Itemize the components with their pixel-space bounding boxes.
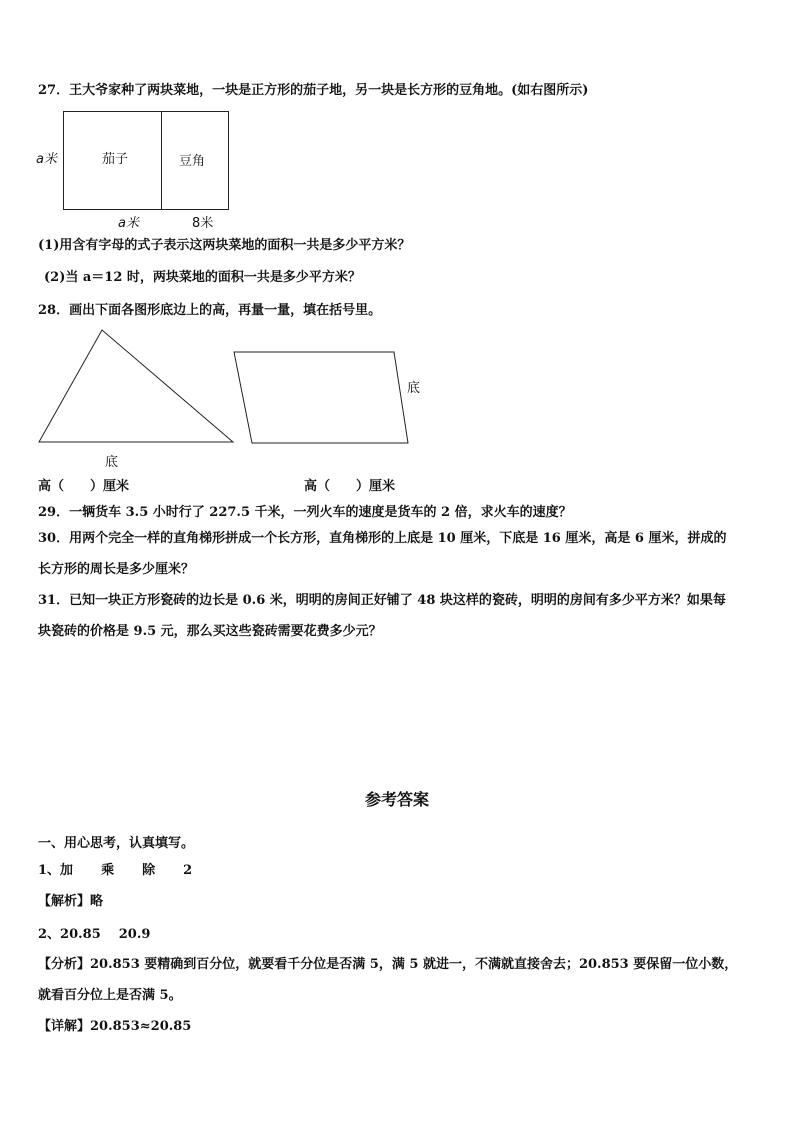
- answers-title: 参考答案: [364, 790, 429, 809]
- bean-label: 豆角: [179, 154, 206, 169]
- side-label: a米: [36, 152, 57, 167]
- answer-1-item: 乘: [101, 863, 115, 878]
- garden-diagram: [36, 108, 246, 233]
- triangle: [39, 330, 233, 442]
- answer-1-item: 2: [183, 863, 193, 878]
- shapes-diagram: [30, 325, 430, 470]
- parallelogram: [234, 352, 408, 443]
- answer-1-analysis: 【解析】略: [38, 894, 104, 909]
- q31-line2: 块瓷砖的价格是 9.5 元，那么买这些瓷砖需要花费多少元？: [38, 624, 382, 639]
- q27-sub2: (2)当 a＝12 时，两块菜地的面积一共是多少平方米？: [44, 270, 361, 285]
- answer-2: [38, 926, 150, 944]
- answer-1: [38, 862, 192, 880]
- q29-text: 29．一辆货车 3.5 小时行了 227.5 千米，一列火车的速度是货车的 2 倍，求火车的速度？: [38, 505, 572, 520]
- q27-figure: [36, 108, 246, 233]
- q30-line1: 30．用两个完全一样的直角梯形拼成一个长方形，直角梯形的上底是 10 厘米，下底是 16 厘米，高是 6 厘米，拼成的: [38, 531, 727, 546]
- q28-text: 28．画出下面各图形底边上的高，再量一量，填在括号里。: [38, 303, 382, 318]
- answer-2-analysis-line1: 【分析】20.853 要精确到百分位，就要看千分位是否满 5，满 5 就进一，不满就直接舍去；20.853 要保留一位小数，: [38, 957, 738, 972]
- triangle-base-label: 底: [105, 455, 119, 470]
- eggplant-label: 茄子: [102, 152, 129, 167]
- parallelogram-base-label: 底: [407, 381, 421, 396]
- section-heading: 一、用心思考，认真填写。: [38, 836, 195, 851]
- q27-sub1: (1)用含有字母的式子表示这两块菜地的面积一共是多少平方米？: [38, 238, 411, 253]
- bottom-right-label: 8米: [192, 216, 214, 231]
- answer-1-num: 1、: [38, 863, 61, 878]
- q28-figures: [30, 325, 430, 470]
- answer-2-analysis-line2: 就看百分位上是否满 5。: [38, 988, 182, 1003]
- answer-1-item: 加: [60, 863, 74, 878]
- q30-line2: 长方形的周长是多少厘米？: [38, 562, 195, 577]
- answer-1-item: 除: [142, 863, 156, 878]
- answer-2-detail: 【详解】20.853≈20.85: [38, 1019, 192, 1034]
- bottom-left-label: a米: [118, 216, 139, 231]
- height-answer-right: 高（ ）厘米: [304, 479, 396, 494]
- q27-text: 27．王大爷家种了两块菜地，一块是正方形的茄子地，另一块是长方形的豆角地。(如右图所示): [38, 83, 589, 98]
- answer-2-head: 2、20.85: [38, 927, 101, 942]
- answer-2-second: 20.9: [118, 927, 151, 942]
- height-answer-left: 高（ ）厘米: [38, 479, 130, 494]
- q31-line1: 31．已知一块正方形瓷砖的边长是 0.6 米，明明的房间正好铺了 48 块这样的瓷砖，明明的房间有多少平方米？如果每: [38, 593, 726, 608]
